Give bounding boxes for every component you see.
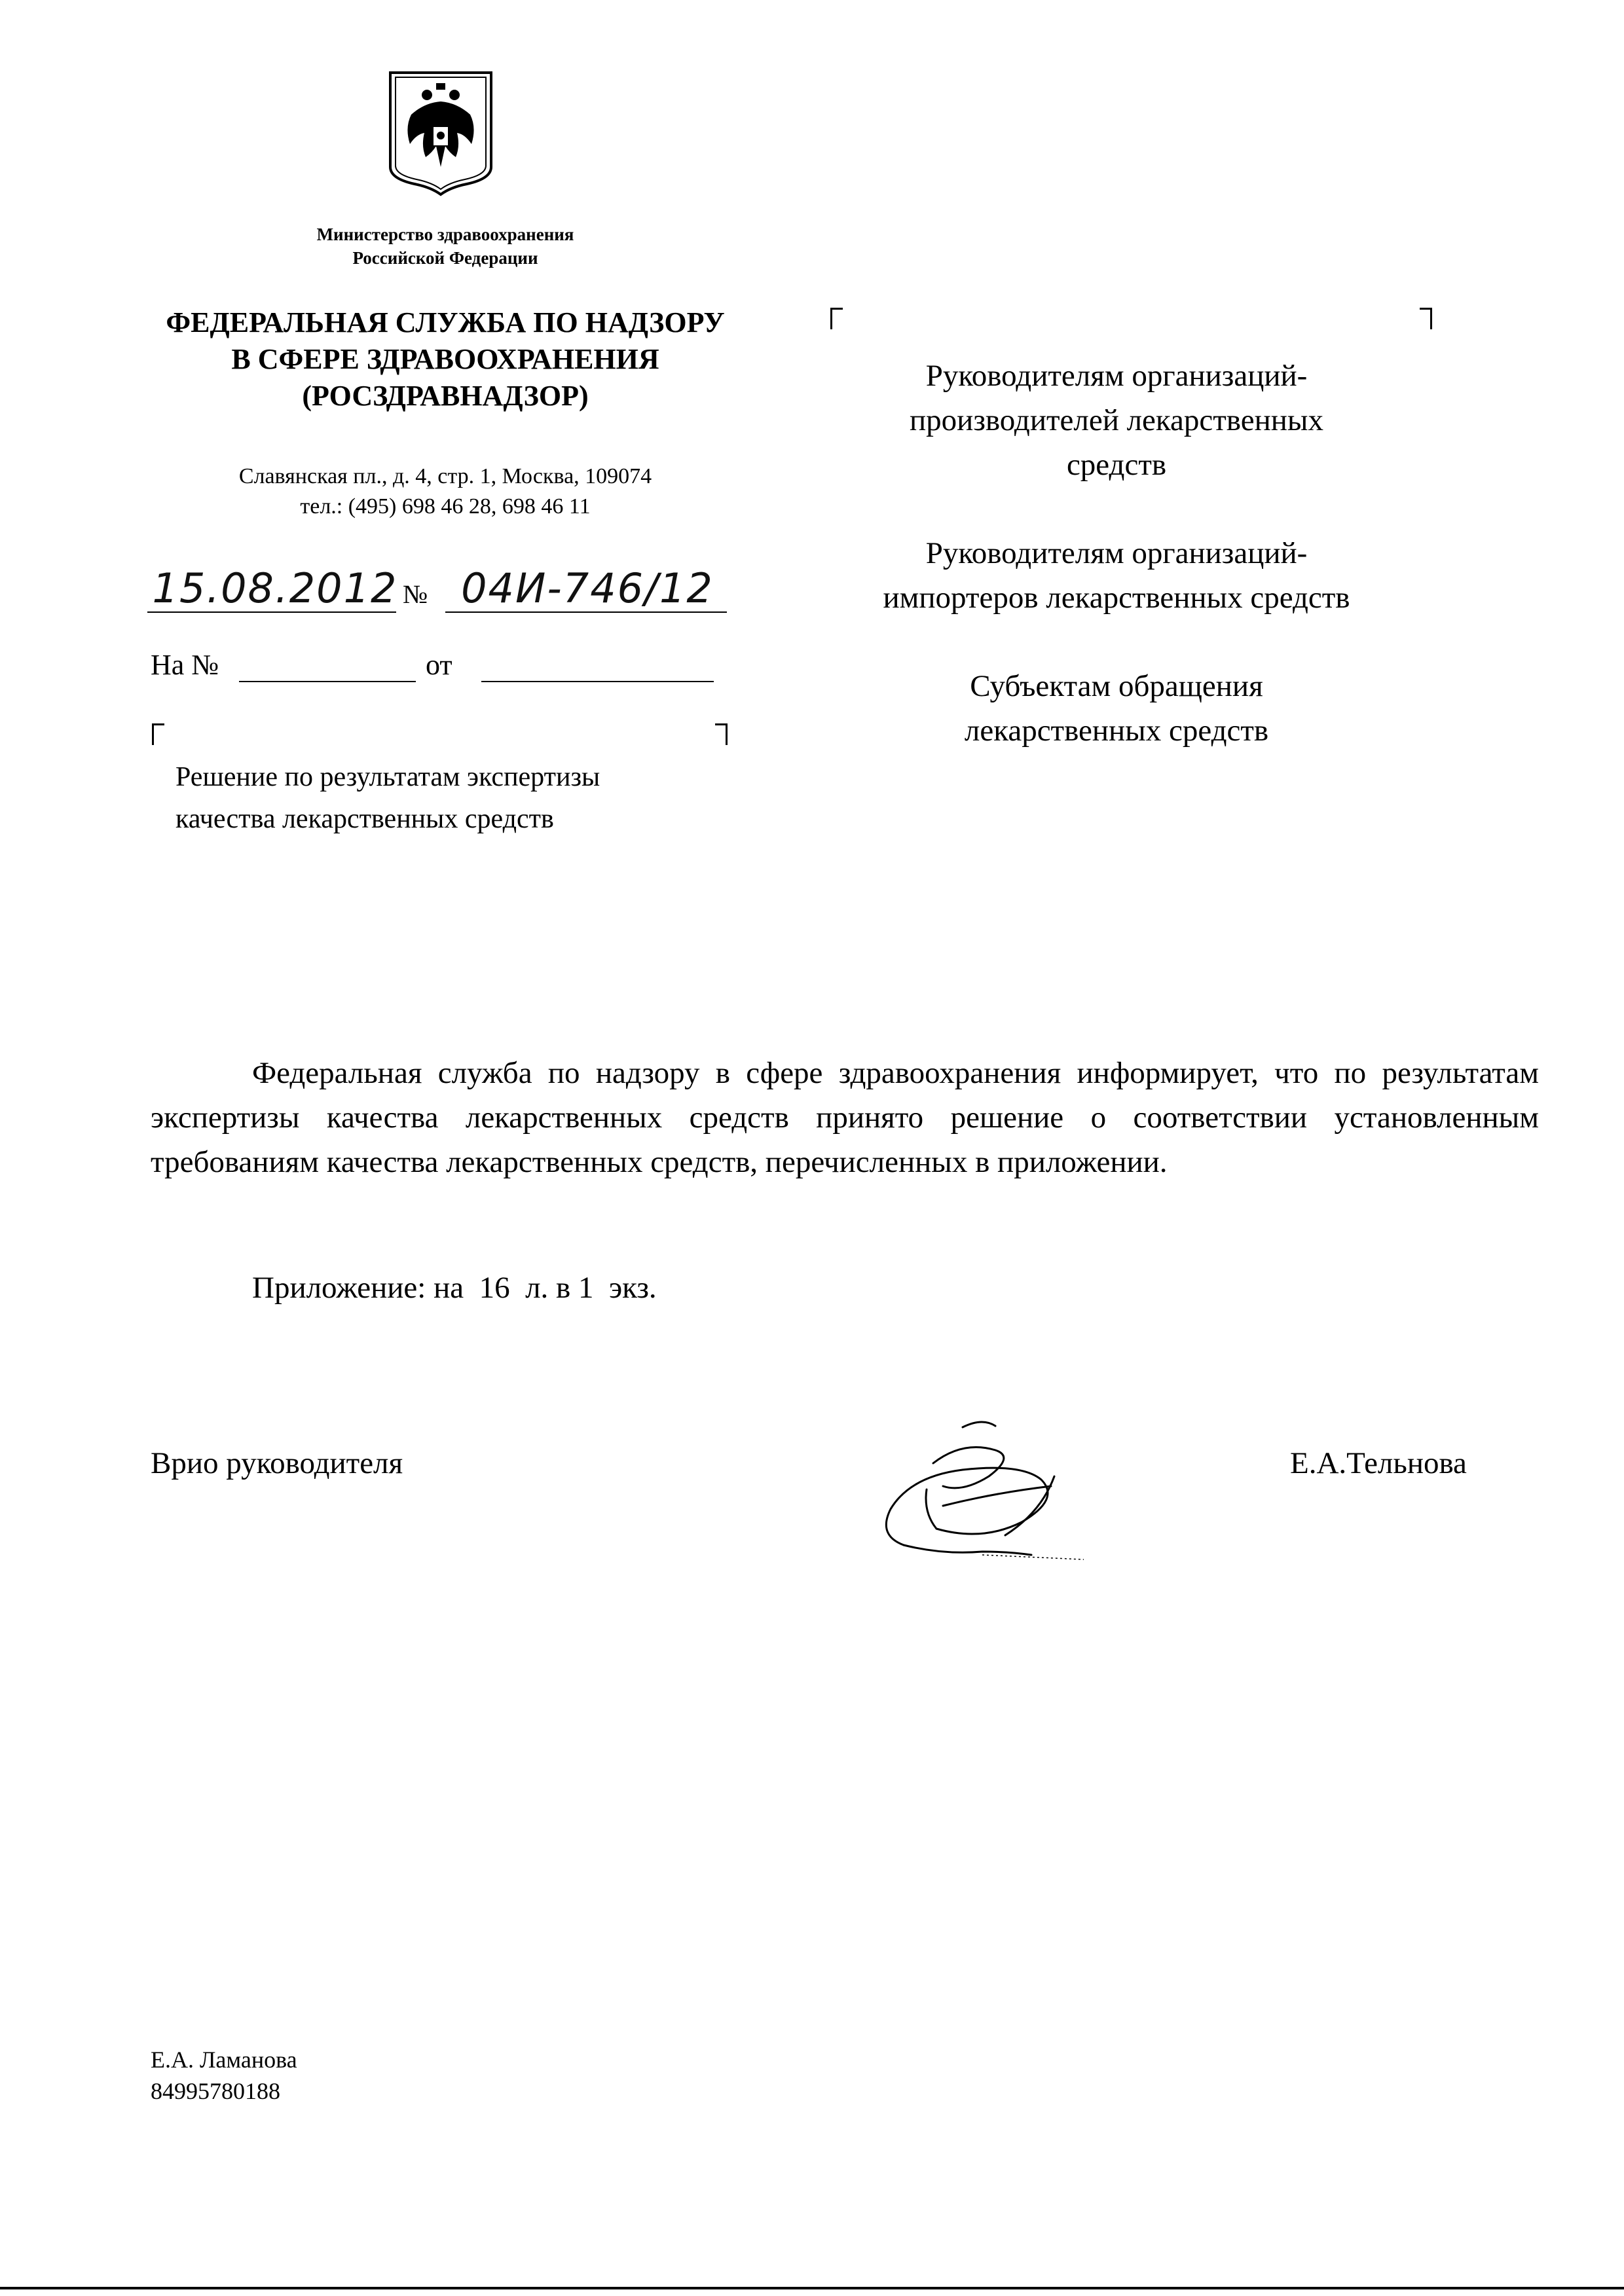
ministry-name xyxy=(249,223,642,270)
address-line-1: Славянская пл., д. 4, стр. 1, Москва, 109074 xyxy=(238,464,652,488)
agency-address xyxy=(157,462,733,522)
subject-line xyxy=(175,756,765,840)
agency-line-2: В СФЕРЕ ЗДРАВООХРАНЕНИЯ xyxy=(231,343,659,375)
recipient-2-line-2: импортеров лекарственных средств xyxy=(883,581,1350,615)
handwritten-signature xyxy=(864,1414,1126,1565)
appendix-note: Приложение: на 16 л. в 1 экз. xyxy=(252,1271,657,1305)
registration-number: 04И-746/12 xyxy=(461,564,714,612)
reply-from-label: от xyxy=(426,649,452,681)
ministry-line-2: Российской Федерации xyxy=(352,248,538,268)
executor-name: Е.А. Ламанова xyxy=(151,2047,297,2073)
executor-phone: 84995780188 xyxy=(151,2078,280,2104)
subject-line-1: Решение по результатам экспертизы xyxy=(175,762,600,792)
recipient-1-line-1: Руководителям организаций- xyxy=(925,359,1308,393)
recipient-3-line-1: Субъектам обращения xyxy=(970,669,1263,703)
recipient-2-line-1: Руководителям организаций- xyxy=(925,536,1308,570)
recipient-manufacturers xyxy=(812,354,1421,487)
recipients-corner-left xyxy=(830,308,843,329)
recipient-importers xyxy=(812,531,1421,620)
agency-name xyxy=(131,304,760,414)
subject-corner-left xyxy=(152,723,164,745)
recipient-3-line-2: лекарственных средств xyxy=(964,714,1269,748)
ministry-line-1: Министерство здравоохранения xyxy=(316,225,574,244)
agency-line-3: (РОСЗДРАВНАДЗОР) xyxy=(302,380,589,412)
address-line-2: тел.: (495) 698 46 28, 698 46 11 xyxy=(300,494,591,519)
subject-line-2: качества лекарственных средств xyxy=(175,804,554,834)
coat-of-arms-emblem xyxy=(385,69,496,196)
subject-corner-right xyxy=(715,723,728,745)
recipients-block xyxy=(812,354,1421,797)
signatory-role: Врио руководителя xyxy=(151,1446,403,1480)
page-bottom-rule xyxy=(0,2287,1624,2289)
recipients-corner-right xyxy=(1420,308,1432,329)
agency-line-1: ФЕДЕРАЛЬНАЯ СЛУЖБА ПО НАДЗОРУ xyxy=(166,306,725,338)
recipient-subjects xyxy=(812,664,1421,753)
registration-date: 15.08.2012 xyxy=(152,564,398,612)
recipient-1-line-3: средств xyxy=(1066,448,1167,482)
reply-reference-line xyxy=(151,648,740,687)
executor-block xyxy=(151,2044,297,2107)
number-sign: № xyxy=(403,579,428,609)
registration-date-number xyxy=(147,564,737,617)
body-paragraph: Федеральная служба по надзору в сфере здравоохранения информирует, что по результатам экспертизы качества лекарственных средств принято решение о соответствии установленным требованиям качества лекарственных средств, перечисленных в приложении. xyxy=(151,1056,1539,1179)
recipient-1-line-2: производителей лекарственных xyxy=(910,403,1323,437)
reply-number-label: На № xyxy=(151,649,219,681)
signatory-name: Е.А.Тельнова xyxy=(1290,1446,1467,1480)
